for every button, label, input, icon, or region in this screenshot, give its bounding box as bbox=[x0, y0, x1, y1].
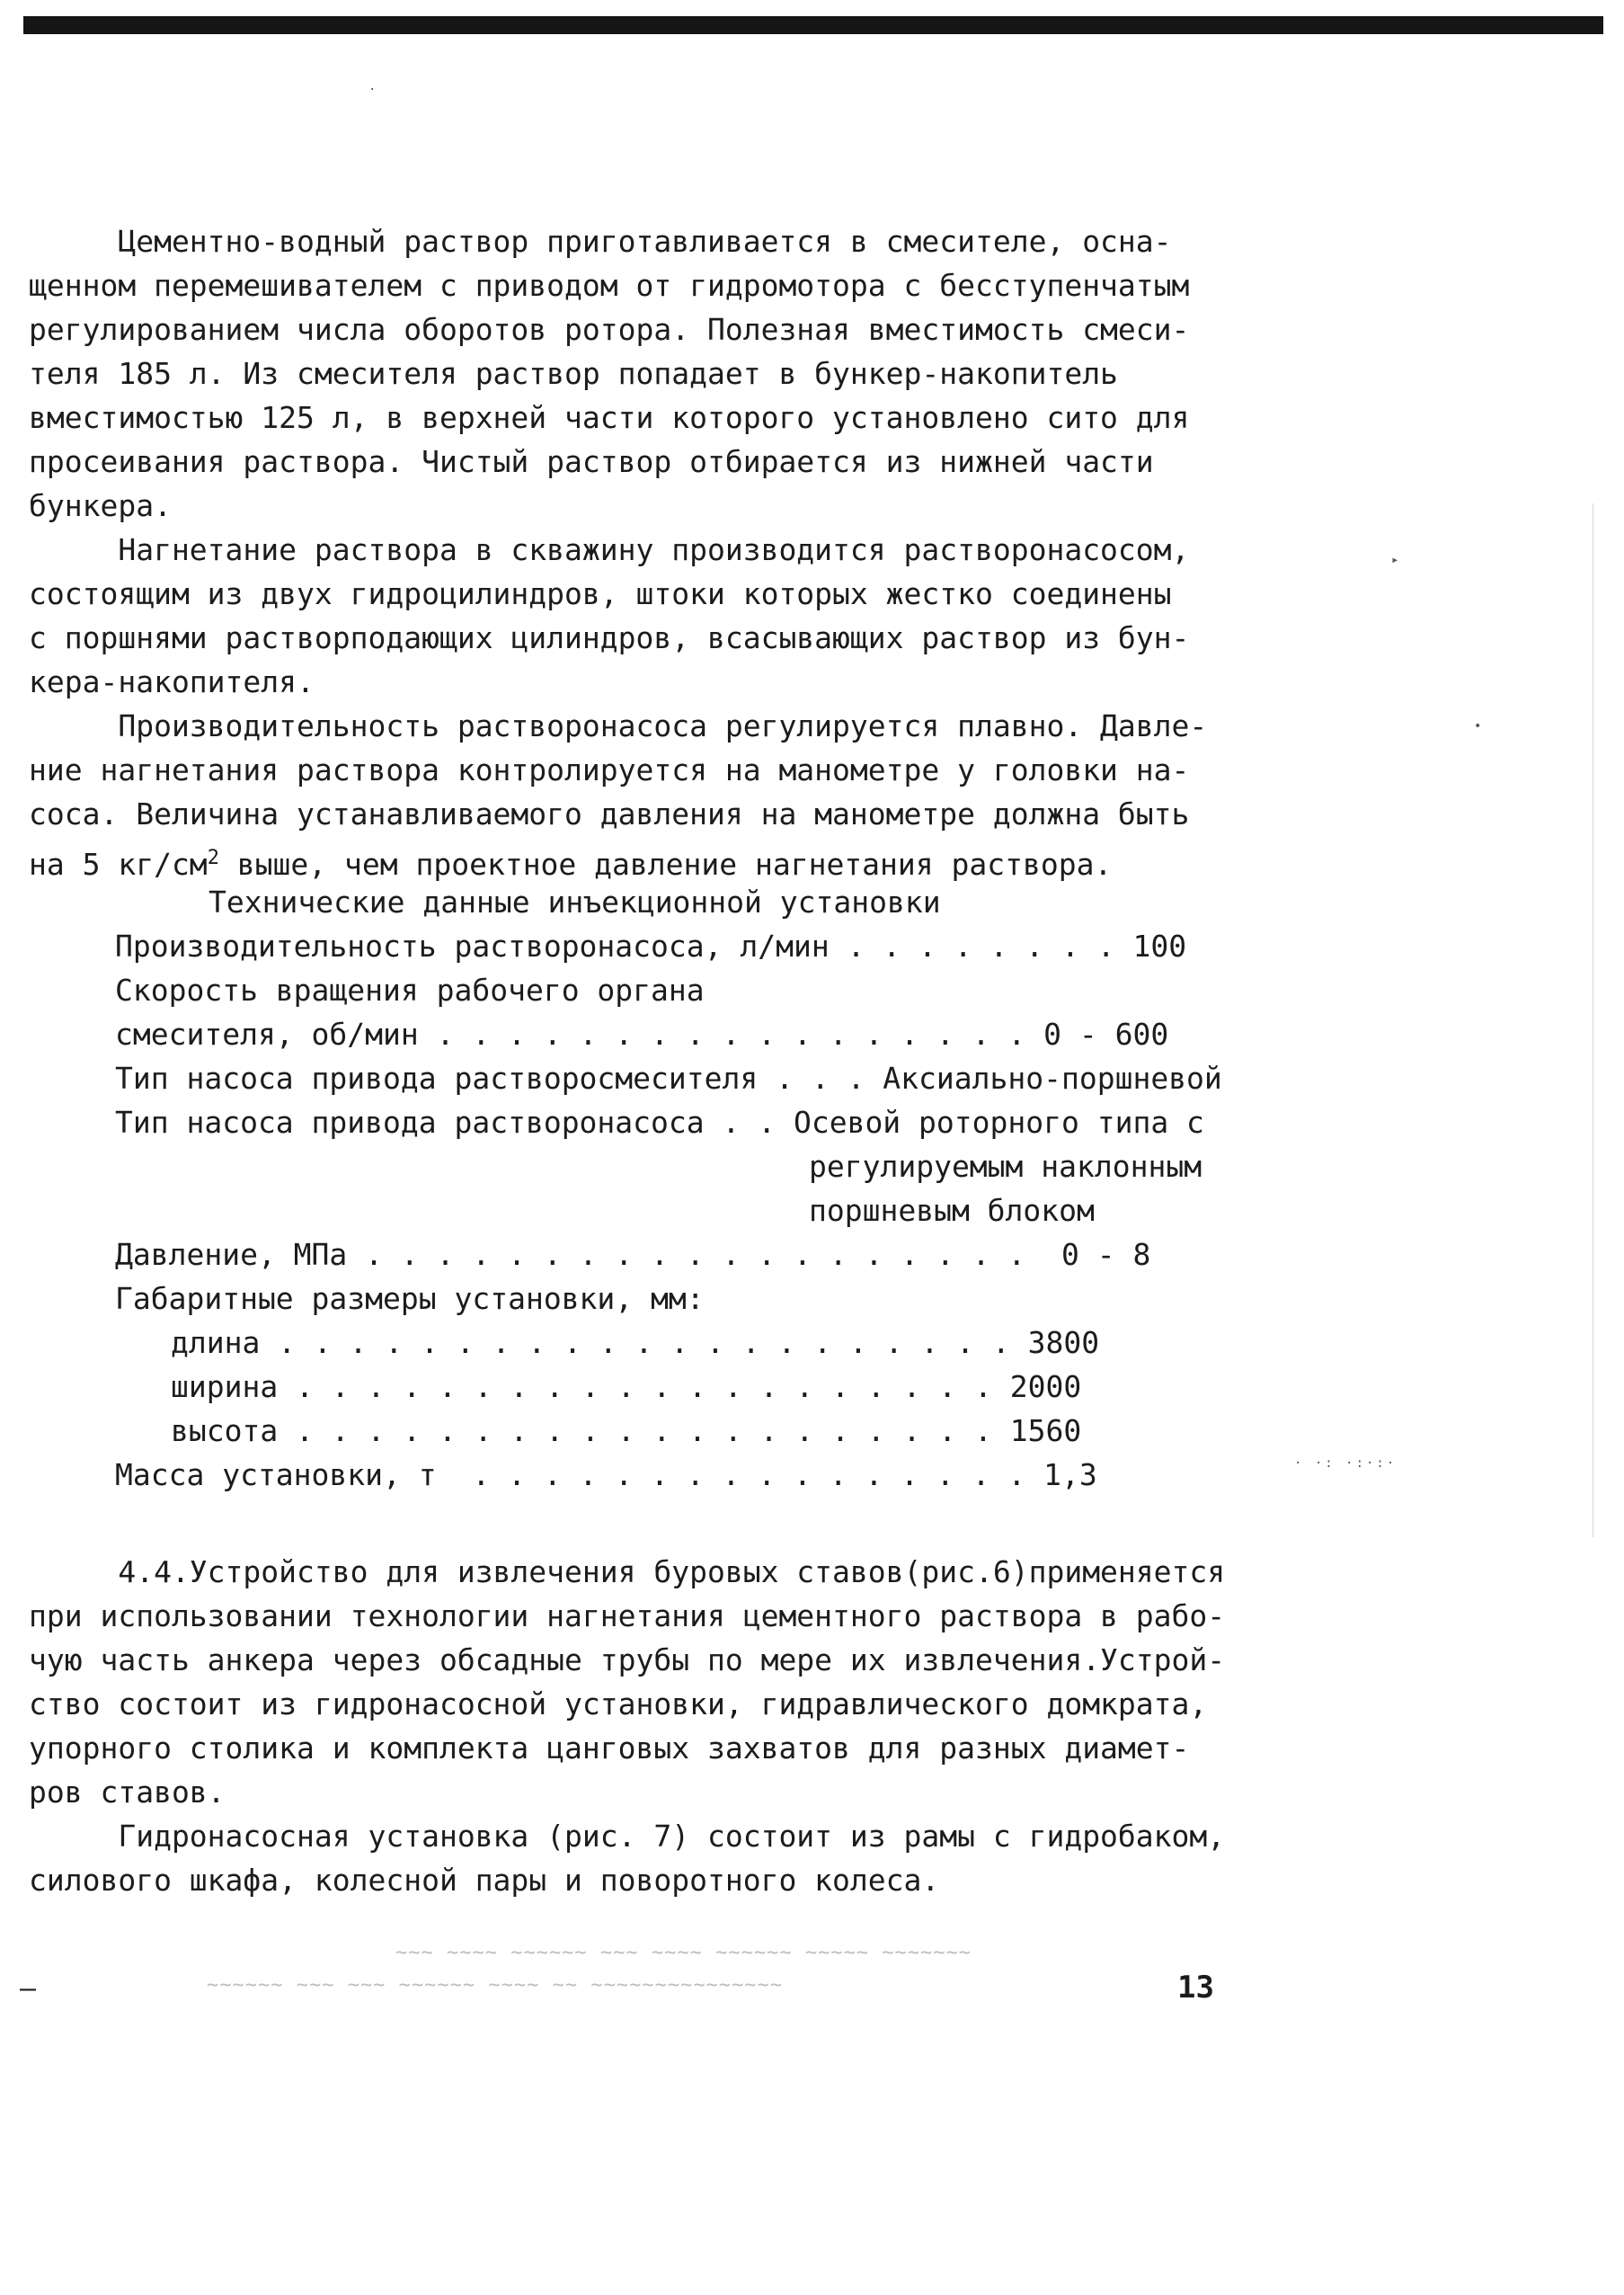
text-line: упорного столика и комплекта цанговых захватов для разных диамет- bbox=[29, 1730, 1190, 1766]
text-line: состоящим из двух гидроцилиндров, штоки которых жестко соединены bbox=[29, 576, 1172, 611]
text-line: Производительность растворонасоса регулируется плавно. Давле- bbox=[29, 708, 1208, 743]
text-line bbox=[29, 836, 1229, 886]
spec-speed-label: Скорость вращения рабочего органа bbox=[115, 973, 705, 1008]
text-line: 4.4.Устройство для извлечения буровых ставов(рис.6)применяется bbox=[29, 1554, 1226, 1589]
spec-mortar-pump-type-cont: поршневым блоком bbox=[809, 1193, 1095, 1228]
spec-mortar-pump-type-cont: регулируемым наклонным bbox=[809, 1149, 1202, 1184]
text-line: Цементно-водный раствор приготавливается в смесителе, осна- bbox=[29, 224, 1172, 259]
tech-data-title: Технические данные инъекционной установки bbox=[209, 885, 941, 920]
spec-pump-performance: Производительность растворонасоса, л/мин . . . . . . . . 100 bbox=[115, 929, 1187, 964]
text-line: регулированием числа оборотов ротора. Полезная вместимость смеси- bbox=[29, 312, 1190, 347]
paragraph-performance bbox=[29, 704, 1229, 886]
spec-width: ширина . . . . . . . . . . . . . . . . . . . . 2000 bbox=[171, 1369, 1082, 1404]
bleed-through-text: ~~~~~~ ~~~ ~~~ ~~~~~~ ~~~~ ~~ ~~~~~~~~~~~~~~~ bbox=[207, 1974, 784, 1997]
text-line: просеивания раствора. Чистый раствор отбирается из нижней части bbox=[29, 444, 1154, 479]
spec-mortar-pump-type: Тип насоса привода растворонасоса . . Осевой роторного типа с bbox=[115, 1105, 1204, 1140]
text-line: теля 185 л. Из смесителя раствор попадает в бункер-накопитель bbox=[29, 356, 1118, 391]
text-line: Гидронасосная установка (рис. 7) состоит из рамы с гидробаком, bbox=[29, 1819, 1226, 1854]
text-line: Нагнетание раствора в скважину производится растворонасосом, bbox=[29, 532, 1190, 567]
bleed-through-text: ~~~ ~~~~ ~~~~~~ ~~~ ~~~~ ~~~~~~ ~~~~~ ~~~~~~~ bbox=[395, 1942, 972, 1964]
text-line: щенном перемешивателем с приводом от гидромотора с бесступенчатым bbox=[29, 268, 1190, 303]
page-number: 13 bbox=[1177, 1970, 1214, 2006]
scan-speck: · bbox=[368, 83, 377, 97]
margin-mark: – bbox=[20, 1973, 37, 2005]
text-fragment: выше, чем проектное давление нагнетания раствора. bbox=[218, 847, 1113, 882]
paragraph-mixer bbox=[29, 219, 1229, 528]
scan-speck: · ·: ·:·:· bbox=[1294, 1456, 1398, 1471]
paragraph-hydraulic-unit bbox=[29, 1814, 1229, 1902]
text-line: кера-накопителя. bbox=[29, 664, 315, 699]
spec-dimensions-label: Габаритные размеры установки, мм: bbox=[115, 1281, 705, 1316]
text-line: ние нагнетания раствора контролируется на манометре у головки на- bbox=[29, 752, 1190, 787]
spec-height: высота . . . . . . . . . . . . . . . . . . . . 1560 bbox=[171, 1413, 1082, 1448]
scan-speck: ▸ bbox=[1391, 553, 1399, 567]
spec-length: длина . . . . . . . . . . . . . . . . . . . . . 3800 bbox=[171, 1325, 1100, 1360]
paragraph-rod-extractor bbox=[29, 1550, 1229, 1814]
text-line: бункера. bbox=[29, 488, 172, 523]
text-line: при использовании технологии нагнетания цементного раствора в рабо- bbox=[29, 1598, 1226, 1633]
spec-pressure: Давление, МПа . . . . . . . . . . . . . . . . . . . 0 - 8 bbox=[115, 1237, 1151, 1272]
paragraph-injection bbox=[29, 528, 1229, 704]
text-line: ство состоит из гидронасосной установки, гидравлического домкрата, bbox=[29, 1686, 1208, 1721]
superscript: 2 bbox=[207, 847, 219, 869]
text-line: силового шкафа, колесной пары и поворотного колеса. bbox=[29, 1863, 940, 1898]
spec-speed-value: смесителя, об/мин . . . . . . . . . . . . . . . . . 0 - 600 bbox=[115, 1017, 1169, 1052]
text-line: вместимостью 125 л, в верхней части которого установлено сито для bbox=[29, 400, 1190, 435]
text-line: чую часть анкера через обсадные трубы по мере их извлечения.Устрой- bbox=[29, 1642, 1226, 1677]
spec-mass: Масса установки, т . . . . . . . . . . . . . . . . 1,3 bbox=[115, 1457, 1097, 1492]
text-line: соса. Величина устанавливаемого давления на манометре должна быть bbox=[29, 796, 1190, 832]
text-line: ров ставов. bbox=[29, 1775, 226, 1810]
spec-mixer-pump-type: Тип насоса привода растворосмесителя . . . Аксиально-поршневой bbox=[115, 1061, 1222, 1096]
top-border-bar bbox=[23, 16, 1603, 34]
text-line: с поршнями растворподающих цилиндров, всасывающих раствор из бун- bbox=[29, 620, 1190, 655]
text-fragment: на 5 кг/см bbox=[29, 847, 208, 882]
scan-speck: • bbox=[1474, 719, 1482, 734]
